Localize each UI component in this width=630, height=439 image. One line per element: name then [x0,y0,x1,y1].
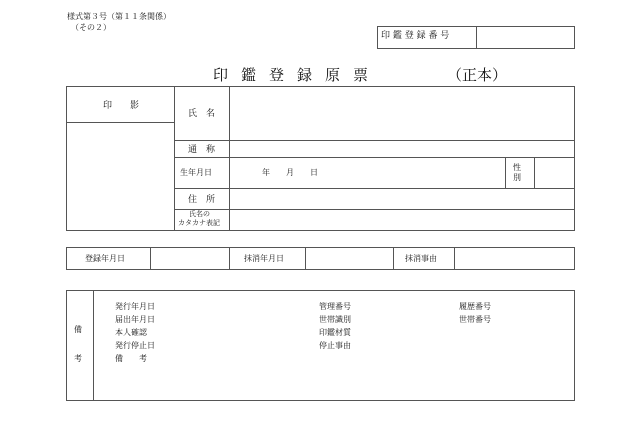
form-number-line2: （その２） [71,23,111,32]
dates-divider-1 [150,247,151,270]
remarks-item-seal-material: 印鑑材質 [319,328,351,337]
form-number-line1: 様式第３号（第１１条関係） [67,12,171,21]
name-label: 氏 名 [188,109,216,119]
kana-label-2: カタカナ表記 [178,219,220,227]
row-divider-2 [174,157,575,158]
remarks-item-notes: 備 考 [115,354,147,363]
cancel-reason-label: 抹消事由 [405,254,437,263]
remarks-item-identity-check: 本人確認 [115,328,147,337]
title-char-5: 原 [325,66,341,84]
birthdate-value[interactable]: 年 月 日 [262,168,318,177]
title-char-6: 票 [353,66,369,84]
registration-number-label: 印 鑑 登 録 番 号 [381,31,450,41]
registration-number-divider [476,26,477,49]
remarks-item-notification-date: 届出年月日 [115,315,155,324]
dates-divider-2 [229,247,230,270]
kana-field[interactable] [232,212,572,229]
remarks-divider [93,290,94,401]
remarks-item-management-number: 管理番号 [319,302,351,311]
dates-divider-4 [393,247,394,270]
gender-label-2: 別 [513,173,521,182]
gender-label-1: 性 [513,163,521,172]
name-field[interactable] [232,89,572,138]
kana-label-1: 氏名の [189,210,210,218]
address-label: 住 所 [188,195,216,205]
gender-field[interactable] [537,160,572,186]
dates-divider-3 [305,247,306,270]
cancelled-date-field[interactable] [308,250,390,267]
title-char-1: 印 [213,66,229,84]
cancel-reason-field[interactable] [457,250,572,267]
gender-divider-left [505,157,506,188]
gender-divider-right [534,157,535,188]
remarks-item-suspension-reason: 停止事由 [319,341,351,350]
seal-impression-area[interactable] [68,125,172,228]
registered-date-field[interactable] [153,250,226,267]
remarks-side-label-2: 考 [74,354,82,363]
dates-divider-5 [454,247,455,270]
remarks-item-issue-date: 発行年月日 [115,302,155,311]
remarks-item-suspension-date: 発行停止日 [115,341,155,350]
address-field[interactable] [232,191,572,207]
title-char-3: 登 [269,66,285,84]
remarks-item-history-number: 履歴番号 [459,302,491,311]
remarks-item-household-id: 世帯識別 [319,315,351,324]
cancelled-date-label: 抹消年月日 [244,254,284,263]
row-divider-3 [174,188,575,189]
title-char-4: 録 [297,66,313,84]
row-divider-4 [174,209,575,210]
seal-label: 印 影 [103,101,140,111]
registered-date-label: 登録年月日 [85,254,125,263]
remarks-side-label-1: 備 [74,325,82,334]
seal-header-divider [66,122,174,123]
remarks-item-household-number: 世帯番号 [459,315,491,324]
row-divider-1 [174,140,575,141]
copy-type-label: （正本） [447,66,508,84]
birthdate-label: 生年月日 [180,168,212,177]
title-char-2: 鑑 [241,66,257,84]
alias-label: 通 称 [188,145,216,155]
alias-field[interactable] [232,143,572,155]
